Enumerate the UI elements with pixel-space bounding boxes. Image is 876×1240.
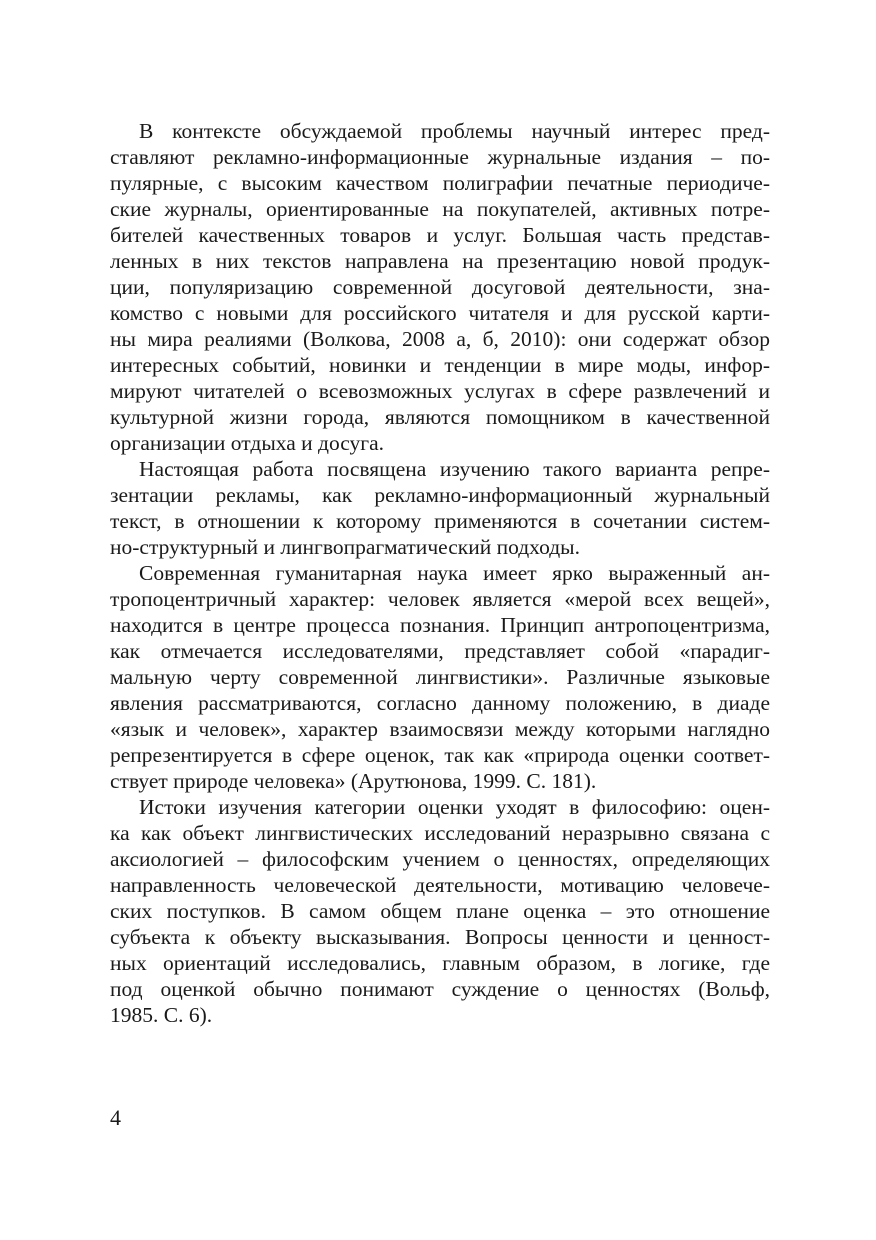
paragraph <box>110 560 770 794</box>
text-line: как отмечается исследователями, представляет собой «парадиг- <box>110 639 770 663</box>
text-line: направленность человеческой деятельности, мотивацию человече- <box>110 873 770 897</box>
text-line: явления рассматриваются, согласно данному положению, в диаде <box>110 691 770 715</box>
text-line: ных ориентаций исследовались, главным образом, в логике, где <box>110 951 770 975</box>
text-line: аксиологией – философским учением о ценностях, определяющих <box>110 847 770 871</box>
text-line: Современная гуманитарная наука имеет ярко выраженный ан- <box>139 561 770 585</box>
document-body <box>110 118 770 1028</box>
text-line: но-структурный и лингвопрагматический подходы. <box>110 535 580 559</box>
text-line: тропоцентричный характер: человек является «мерой всех вещей», <box>110 587 770 611</box>
text-line: бителей качественных товаров и услуг. Большая часть представ- <box>110 223 770 247</box>
text-line: ка как объект лингвистических исследований неразрывно связана с <box>110 821 770 845</box>
text-line: культурной жизни города, являются помощником в качественной <box>110 405 770 429</box>
text-line: «язык и человек», характер взаимосвязи между которыми наглядно <box>110 717 770 741</box>
paragraph <box>110 118 770 456</box>
text-line: ские журналы, ориентированные на покупателей, активных потре- <box>110 197 770 221</box>
text-line: зентации рекламы, как рекламно-информационный журнальный <box>110 483 770 507</box>
text-line: находится в центре процесса познания. Принцип антропоцентризма, <box>110 613 770 637</box>
text-line: ставляют рекламно-информационные журнальные издания – по- <box>110 145 770 169</box>
paragraph <box>110 456 770 560</box>
text-line: организации отдыха и досуга. <box>110 431 384 455</box>
text-line: ции, популяризацию современной досуговой деятельности, зна- <box>110 275 770 299</box>
text-line: текст, в отношении к которому применяются в сочетании систем- <box>110 509 770 533</box>
text-line: Истоки изучения категории оценки уходят в философию: оцен- <box>139 795 770 819</box>
page-number: 4 <box>110 1105 121 1130</box>
text-line: субъекта к объекту высказывания. Вопросы ценности и ценност- <box>110 925 770 949</box>
text-line: под оценкой обычно понимают суждение о ценностях (Вольф, <box>110 977 770 1001</box>
paragraph <box>110 794 770 1028</box>
text-line: интересных событий, новинки и тенденции в мире моды, инфор- <box>110 353 770 377</box>
text-line: комство с новыми для российского читателя и для русской карти- <box>110 301 770 325</box>
text-line: ских поступков. В самом общем плане оценка – это отношение <box>110 899 770 923</box>
text-line: ны мира реалиями (Волкова, 2008 а, б, 2010): они содержат обзор <box>110 327 770 351</box>
text-line: пулярные, с высоким качеством полиграфии печатные периодиче- <box>110 171 770 195</box>
text-line: ленных в них текстов направлена на презентацию новой продук- <box>110 249 770 273</box>
text-line: мальную черту современной лингвистики». Различные языковые <box>110 665 770 689</box>
text-line: В контексте обсуждаемой проблемы научный интерес пред- <box>139 119 770 143</box>
text-line: мируют читателей о всевозможных услугах в сфере развлечений и <box>110 379 770 403</box>
text-line: ствует природе человека» (Арутюнова, 1999. С. 181). <box>110 769 597 793</box>
text-line: 1985. С. 6). <box>110 1003 213 1027</box>
text-line: Настоящая работа посвящена изучению такого варианта репре- <box>139 457 770 481</box>
text-line: репрезентируется в сфере оценок, так как «природа оценки соответ- <box>110 743 770 767</box>
